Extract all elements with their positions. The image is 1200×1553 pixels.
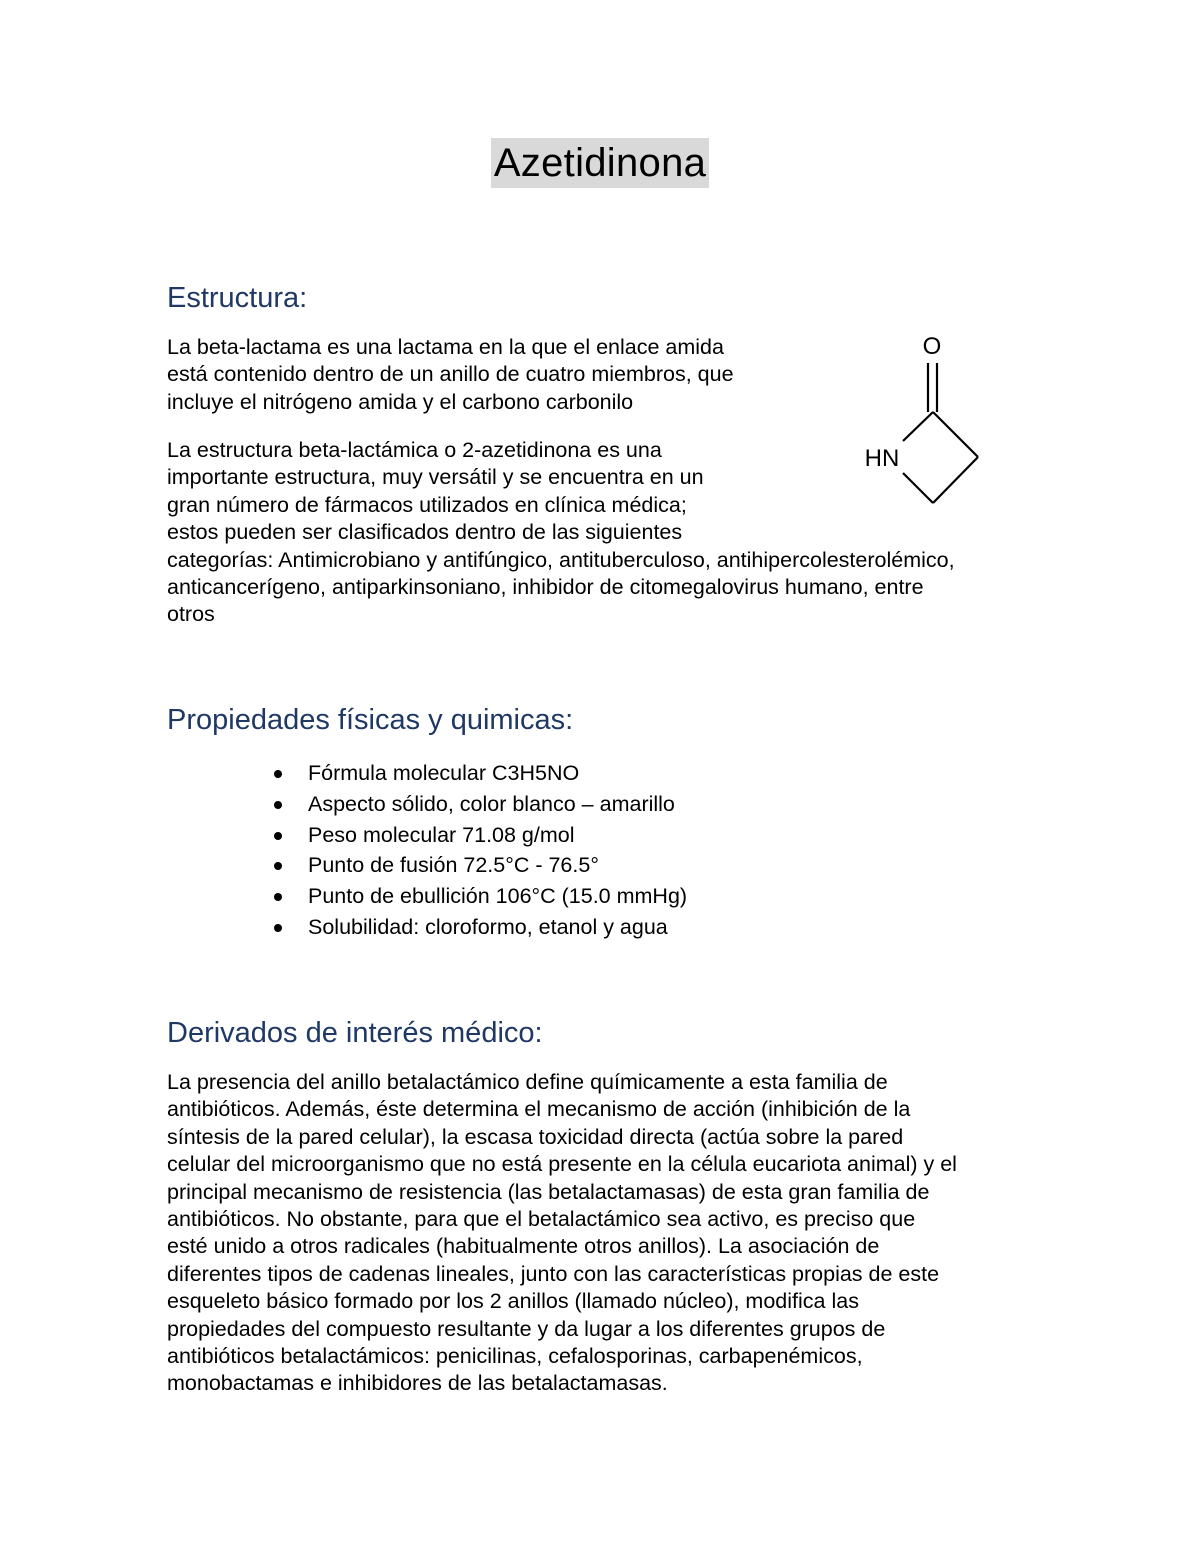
azetidinone-structure-diagram: [850, 325, 1000, 525]
estructura-paragraph-2: [167, 437, 955, 629]
text-line: diferentes tipos de cadenas lineales, junto con las características propias de este: [167, 1261, 940, 1286]
text-line: anticancerígeno, antiparkinsoniano, inhibidor de citomegalovirus humano, entre: [167, 575, 924, 600]
ring-bond-c3-c4: [933, 457, 978, 503]
text-line: está contenido dentro de un anillo de cuatro miembros, que: [167, 362, 734, 387]
text-line: principal mecanismo de resistencia (las betalactamasas) de esta gran familia de: [167, 1179, 930, 1204]
ring-bond-c4-n: [903, 473, 933, 503]
text-line: gran número de fármacos utilizados en clínica médica;: [167, 492, 687, 517]
ring-bond-c2-c3: [933, 412, 978, 457]
text-line: estos pueden ser clasificados dentro de las siguientes: [167, 520, 683, 545]
document-title: Azetidinona: [491, 138, 709, 188]
list-item: Punto de fusión 72.5°C - 76.5°: [268, 850, 687, 881]
properties-list: [268, 758, 687, 943]
text-line: monobactamas e inhibidores de las betalactamasas.: [167, 1371, 668, 1396]
section-heading-derivados: Derivados de interés médico:: [167, 1017, 543, 1049]
nitrogen-label: HN: [864, 445, 900, 472]
text-line: esté unido a otros radicales (habitualmente otros anillos). La asociación de: [167, 1234, 880, 1259]
text-line: propiedades del compuesto resultante y da lugar a los diferentes grupos de: [167, 1316, 886, 1341]
text-line: antibióticos. Además, éste determina el mecanismo de acción (inhibición de la: [167, 1097, 911, 1122]
text-line: síntesis de la pared celular), la escasa toxicidad directa (actúa sobre la pared: [167, 1124, 904, 1149]
text-line: antibióticos betalactámicos: penicilinas, cefalosporinas, carbapenémicos,: [167, 1344, 863, 1369]
text-line: celular del microorganismo que no está presente en la célula eucariota animal) y el: [167, 1152, 957, 1177]
text-line: La estructura beta-lactámica o 2-azetidinona es una: [167, 438, 662, 462]
text-line: otros: [167, 602, 215, 627]
estructura-paragraph-1: [167, 334, 734, 416]
title-container: [0, 138, 1200, 188]
list-item: Fórmula molecular C3H5NO: [268, 758, 687, 789]
text-line: esqueleto básico formado por los 2 anillos (llamado núcleo), modifica las: [167, 1289, 859, 1314]
text-line: categorías: Antimicrobiano y antifúngico, antituberculoso, antihipercolesterolémico,: [167, 547, 955, 572]
section-heading-propiedades: Propiedades físicas y quimicas:: [167, 704, 574, 736]
ring-bond-n-c2: [903, 412, 933, 441]
text-line: La presencia del anillo betalactámico define químicamente a esta familia de: [167, 1070, 888, 1094]
text-line: La beta-lactama es una lactama en la que el enlace amida: [167, 335, 724, 359]
oxygen-label: O: [922, 333, 942, 360]
list-item: Punto de ebullición 106°C (15.0 mmHg): [268, 881, 687, 912]
list-item: Aspecto sólido, color blanco – amarillo: [268, 789, 687, 820]
list-item: Solubilidad: cloroformo, etanol y agua: [268, 912, 687, 943]
derivados-paragraph: [167, 1069, 957, 1398]
text-line: antibióticos. No obstante, para que el betalactámico sea activo, es preciso que: [167, 1207, 916, 1232]
text-line: incluye el nitrógeno amida y el carbono carbonilo: [167, 389, 634, 414]
section-heading-estructura: Estructura:: [167, 282, 308, 314]
list-item: Peso molecular 71.08 g/mol: [268, 820, 687, 851]
text-line: importante estructura, muy versátil y se encuentra en un: [167, 465, 704, 490]
